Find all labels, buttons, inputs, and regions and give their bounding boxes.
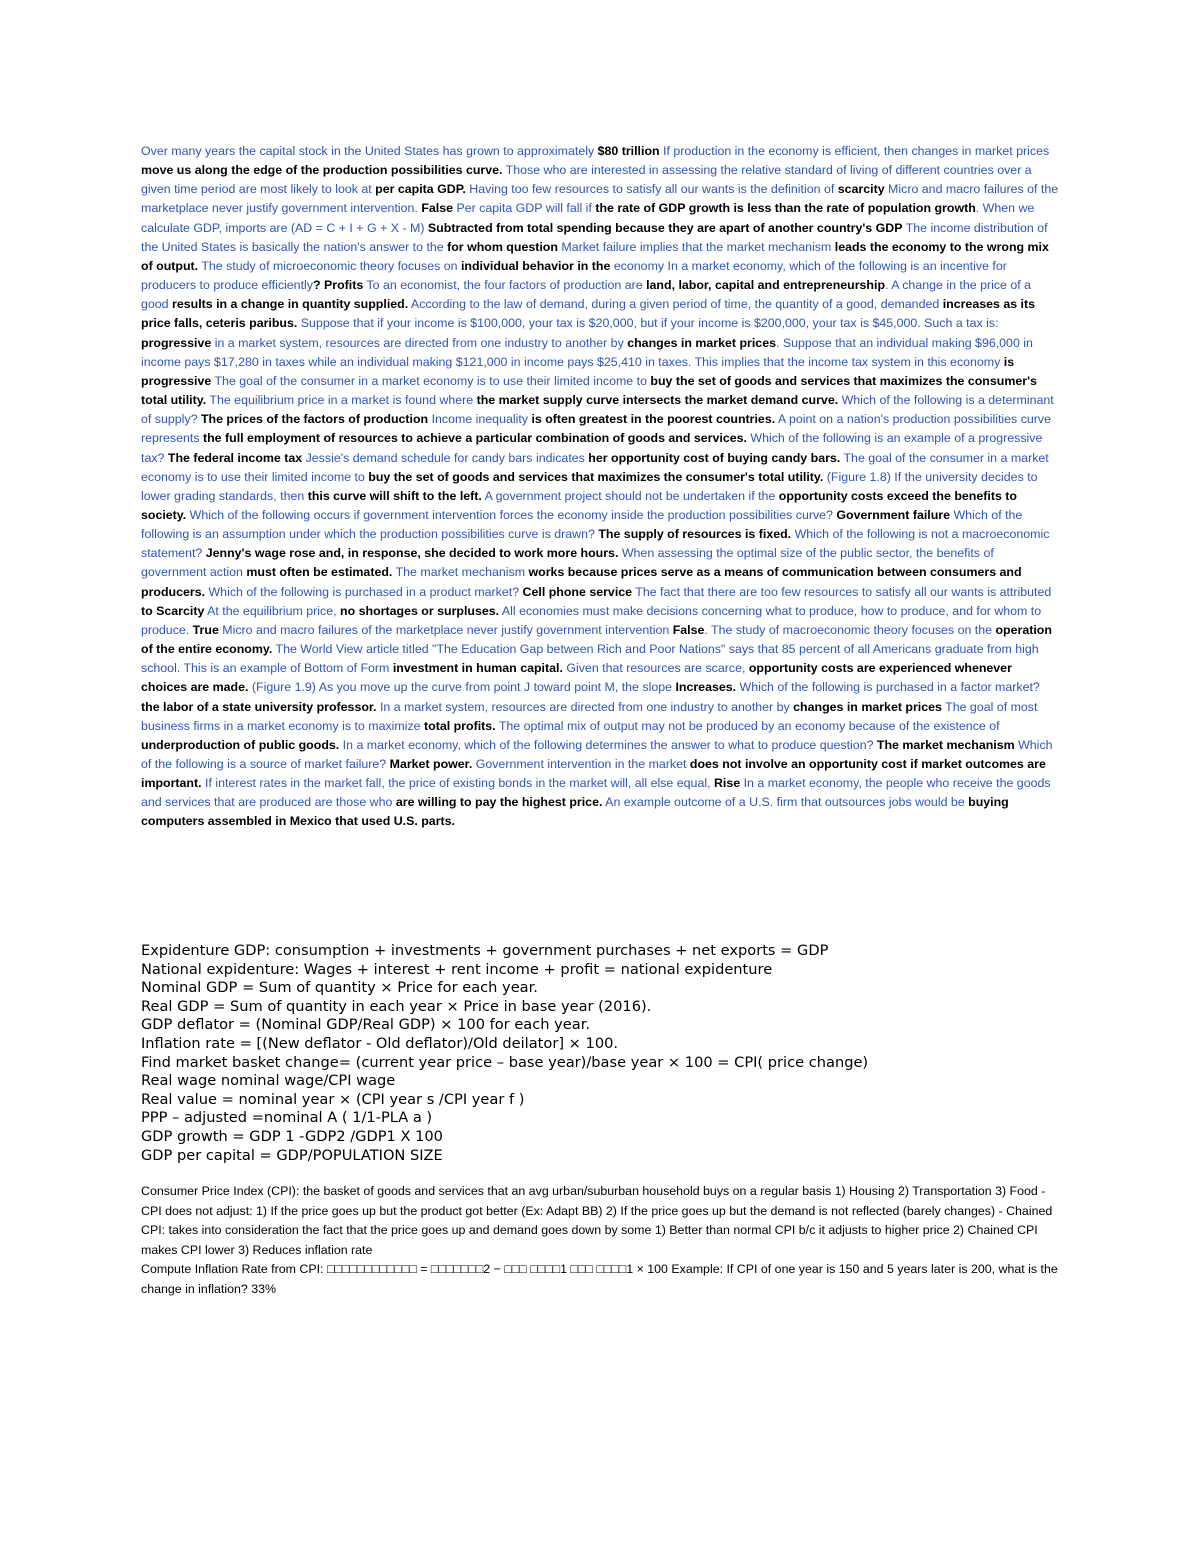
question-text: The fact that there are too few resources to satisfy all our wants is attributed (632, 584, 1052, 599)
question-text: Which of the following is an assumption under which the production possibilities curve is drawn? (141, 507, 1023, 542)
question-text: Government intervention in the market (472, 757, 690, 771)
answer-text: Rise (713, 776, 741, 791)
formula-line: Expidenture GDP: consumption + investments + government purchases + net exports = GDP (141, 942, 829, 959)
question-text: . A change in the price of a good (141, 278, 1032, 312)
qa-paragraph (141, 142, 1061, 832)
question-text: Which of the following is an example of a progressive tax? (141, 431, 1043, 465)
answer-text: Market power. (389, 757, 473, 771)
question-text: According to the law of demand, during a given period of time, the quantity of a good, demanded (408, 297, 943, 312)
question-text: Suppose that if your income is $100,000, your tax is $20,000, but if your income is $200,000, your tax is $45,000. Such a tax is: (297, 316, 999, 331)
question-text: Per capita GDP will fall if (453, 201, 596, 216)
answer-text: operation of the entire economy. (141, 622, 1052, 657)
question-text: Which of the following is a determinant of supply? (141, 393, 1054, 427)
question-text: At the equilibrium price, (204, 603, 341, 618)
answer-text: are willing to pay the highest price. (395, 795, 603, 810)
formula-line: Find market basket change= (current year price – base year)/base year × 100 = CPI( price change) (141, 1053, 869, 1071)
answer-text: this curve will shift to the left. (307, 488, 482, 503)
question-text: Which of the following is not a macroeconomic statement? (141, 527, 1050, 561)
answer-text: buy the set of goods and services that maximizes the consumer's total utility. (141, 373, 1037, 408)
question-text: (Figure 1.9) As you move up the curve from point J toward point M, the slope (248, 680, 676, 695)
answer-text: ? Profits (312, 278, 364, 293)
formula-line: Real GDP = Sum of quantity in each year × Price in base year (2016). (141, 997, 652, 1015)
question-text: . The study of macroeconomic theory focuses on the (704, 622, 996, 637)
question-text: Which of the following occurs if government intervention forces the economy inside the production possibilities curve? (186, 507, 837, 522)
question-text: Micro and macro failures of the marketplace never justify government intervention. (141, 182, 1059, 216)
answer-text: land, labor, capital and entrepreneurship (646, 278, 886, 293)
question-text: Micro and macro failures of the marketplace never justify government intervention (218, 622, 673, 637)
question-text: . Suppose that an individual making $96,000 in income pays $17,280 in taxes while an individual making $121,000 in income pays $25,410 in taxes. This implies that the income tax system in this economy (141, 335, 1033, 369)
inflation-paragraph: Compute Inflation Rate from CPI: □□□□□□□□□□□□ = □□□□□□□2 − □□□ □□□□1 □□□ □□□□1 × 100 Example: If CPI of one year is 150 and 5 years later is 200, what is the change in inflation? 33% (141, 1262, 1058, 1296)
answer-text: The market mechanism (876, 737, 1015, 752)
answer-text: the market supply curve intersects the market demand curve. (476, 393, 839, 408)
answer-text: Increases. (675, 680, 737, 695)
answer-text: does not involve an opportunity cost if market outcomes are important. (141, 757, 1046, 791)
answer-text: total profits. (424, 718, 496, 733)
question-text: To an economist, the four factors of production are (363, 278, 647, 293)
formula-line: Real wage nominal wage/CPI wage (141, 1072, 396, 1090)
answer-text: the full employment of resources to achieve a particular combination of goods and services. (202, 431, 747, 446)
question-text: An example outcome of a U.S. firm that outsources jobs would be (602, 795, 969, 810)
question-text: Given that resources are scarce, (562, 661, 749, 676)
answer-text: False (421, 201, 453, 216)
answer-text: must often be estimated. (246, 565, 393, 580)
question-text: Income inequality (428, 412, 532, 427)
answer-text: investment in human capital. (392, 661, 563, 676)
question-text: Which of the following is purchased in a factor market? (736, 680, 1040, 695)
question-text: The income distribution of the United States is basically the nation's answer to the (141, 220, 1048, 254)
answer-text: Government failure (836, 507, 950, 522)
question-text: economy In a market economy, which of the following is an incentive for producers to produce efficiently (141, 258, 1007, 293)
question-text: . When we calculate GDP, imports are (AD = C + I + G + X - M) (141, 201, 1035, 235)
answer-text: individual behavior in the (460, 258, 611, 273)
formula-line: Nominal GDP = Sum of quantity × Price for each year. (141, 979, 538, 997)
answer-text: for whom question (447, 239, 558, 254)
answer-text: buying computers assembled in Mexico that used U.S. parts. (141, 795, 1009, 829)
answer-text: Subtracted from total spending because they are apart of another country's GDP (427, 220, 903, 235)
answer-text: leads the economy to the wrong mix of output. (141, 239, 1049, 273)
question-text: Which of the following is purchased in a product market? (205, 584, 523, 599)
answer-text: opportunity costs exceed the benefits to society. (141, 488, 1017, 522)
question-text: In a market economy, which of the following determines the answer to what to produce question? (339, 737, 877, 752)
answer-text: The federal income tax (167, 450, 303, 465)
question-text: Market failure implies that the market mechanism (557, 239, 835, 254)
answer-text: opportunity costs are experienced whenever choices are made. (141, 661, 1012, 695)
answer-text: changes in market prices (627, 335, 776, 350)
formula-line: National expidenture: Wages + interest + rent income + profit = national expidenture (141, 960, 773, 978)
question-text: The equilibrium price in a market is found where (206, 393, 477, 408)
answer-text: is progressive (141, 354, 1015, 388)
question-text: A government project should not be undertaken if the (481, 488, 779, 503)
formula-line: GDP growth = GDP 1 -GDP2 /GDP1 X 100 (141, 1127, 443, 1145)
answer-text: the labor of a state university professor. (141, 699, 377, 714)
question-text: In a market economy, the people who receive the goods and services that are produced are those who (141, 776, 1051, 810)
question-text: Having too few resources to satisfy all our wants is the definition of (465, 182, 838, 197)
question-text: The goal of the consumer in a market economy is to use their limited income to (211, 373, 651, 388)
answer-text: scarcity (837, 182, 885, 197)
answer-text: her opportunity cost of buying candy bars. (588, 450, 841, 465)
question-text: The World View article titled "The Education Gap between Rich and Poor Nations" says that 85 percent of all Americans graduate from high school. This is an example of Bottom of Form (141, 642, 1039, 676)
notes-section (141, 1182, 1061, 1300)
question-text: (Figure 1.8) If the university decides to lower grading standards, then (141, 469, 1038, 503)
formula-line: Real value = nominal year × (CPI year s /CPI year f ) (141, 1090, 525, 1108)
answer-text: results in a change in quantity supplied. (172, 297, 409, 312)
formula-list (141, 942, 1061, 1165)
question-text: Those who are interested in assessing the relative standard of living of different countries over a given time period are most likely to look at (141, 163, 1032, 197)
answer-text: The prices of the factors of production (200, 412, 429, 427)
question-text: Jessie's demand schedule for candy bars indicates (302, 450, 589, 465)
answer-text: increases as its price falls, ceteris paribus. (141, 297, 1036, 331)
question-text: The study of microeconomic theory focuses on (198, 258, 461, 273)
question-text: The goal of most business firms in a market economy is to maximize (141, 699, 1038, 733)
formula-line: Inflation rate = [(New deflator - Old deflator)/Old deilator] × 100. (141, 1034, 619, 1052)
answer-text: underproduction of public goods. (141, 737, 340, 752)
question-text: in a market system, resources are directed from one industry to another by (211, 335, 628, 350)
answer-text: buy the set of goods and services that maximizes the consumer's total utility. (368, 469, 824, 484)
question-text: Which of the following is a source of market failure? (141, 737, 1053, 771)
answer-text: move us along the edge of the production possibilities curve. (141, 163, 503, 178)
question-text: If production in the economy is efficient, then changes in market prices (659, 144, 1050, 158)
formula-line: PPP – adjusted =nominal A ( 1/1-PLA a ) (141, 1109, 433, 1127)
answer-text: changes in market prices (793, 699, 942, 714)
answer-text: the rate of GDP growth is less than the rate of population growth (595, 201, 976, 216)
formula-line: GDP per capital = GDP/POPULATION SIZE (141, 1146, 443, 1164)
question-text: All economies must make decisions concerning what to produce, how to produce, and for whom to produce. (141, 603, 1042, 637)
question-text: When assessing the optimal size of the public sector, the benefits of government action (141, 546, 994, 580)
question-text: The goal of the consumer in a market economy is to use their limited income to (141, 450, 1049, 484)
question-text: The optimal mix of output may not be produced by an economy because of the existence of (495, 718, 1000, 733)
answer-text: to Scarcity (141, 603, 205, 618)
question-text: The market mechanism (392, 565, 529, 580)
answer-text: False (672, 622, 705, 637)
question-text: If interest rates in the market fall, the price of existing bonds in the market will, all else equal, (201, 776, 714, 791)
answer-text: no shortages or surpluses. (340, 603, 500, 618)
cpi-paragraph: Consumer Price Index (CPI): the basket of goods and services that an avg urban/suburban household buys on a regular basis 1) Housing 2) Transportation 3) Food - CPI does not adjust: 1) If the price goes up but the product got better (Ex: Adapt BB) 2) If the price goes up but the demand is not reflected (barely changes) - Chained CPI: takes into consideration the fact that the price goes up and demand goes down by some 1) Better than normal CPI b/c it adjusts to higher price 2) Chained CPI makes CPI lower 3) Reduces inflation rate (141, 1184, 1053, 1257)
formula-line: GDP deflator = (Nominal GDP/Real GDP) × 100 for each year. (141, 1016, 591, 1034)
answer-text: True (192, 622, 219, 637)
question-text: A point on a nation's production possibilities curve represents (141, 412, 1051, 446)
answer-text: progressive (141, 335, 212, 350)
answer-text: The supply of resources is fixed. (598, 527, 792, 542)
question-text: In a market system, resources are directed from one industry to another by (376, 699, 794, 714)
answer-text: Cell phone service (522, 584, 633, 599)
answer-text: is often greatest in the poorest countries. (531, 412, 776, 427)
answer-text: works because prices serve as a means of communication between consumers and producers. (141, 565, 1022, 599)
answer-text: Jenny's wage rose and, in response, she decided to work more hours. (205, 546, 619, 561)
answer-text: $80 trillion (597, 144, 660, 158)
question-text: Over many years the capital stock in the United States has grown to approximately (141, 144, 598, 158)
answer-text: per capita GDP. (375, 182, 466, 197)
